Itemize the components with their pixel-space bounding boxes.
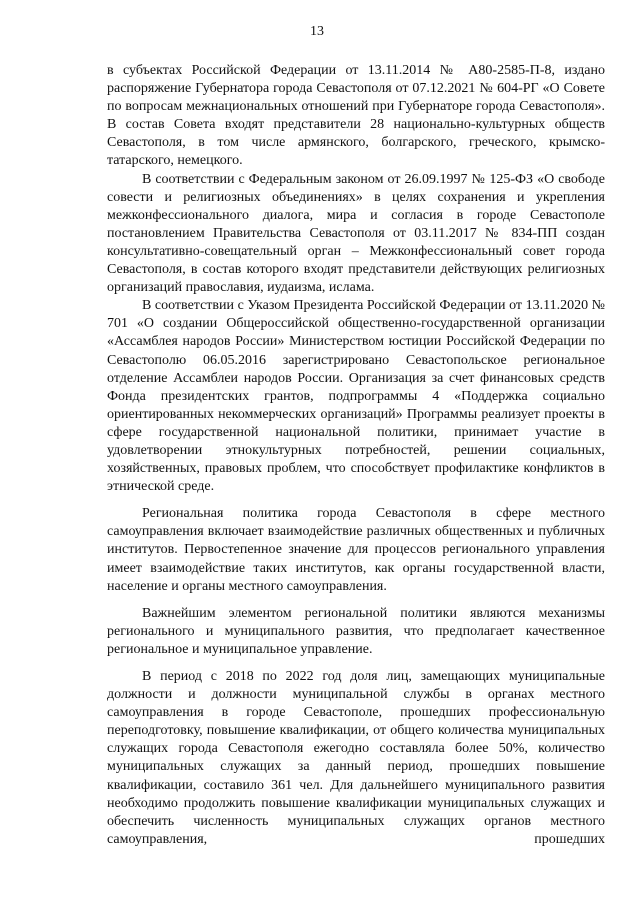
paragraph-kvalifikatsiya-sluzhashchikh: В период с 2018 по 2022 год доля лиц, замещающих муниципальные должности и должности муниципальной службы в органах местного самоуправления в городе Севастополе, прошедших профессиональную переподготовку, повышение квалификации, от общего количества муниципальных служащих города Севастополя ежегодно составляла более 50%, количество муниципальных служащих за данный период, прошедших повышение квалификации, составило 361 чел. Для дальнейшего муниципального развития необходимо продолжить повышение квалификации муниципальных служащих и обеспечить численность муниципальных служащих органов местного самоуправления, прошедших <box>107 669 605 847</box>
paragraph-mekhanizmy-razvitiya: Важнейшим элементом региональной политики являются механизмы регионального и муниципального развития, что предполагает качественное региональное и муниципальное управление. <box>107 605 605 657</box>
document-body <box>107 62 605 849</box>
paragraph-sovet-mezhnatsionalnykh: в субъектах Российской Федерации от 13.11.2014 № А80-2585-П-8, издано распоряжение Губернатора города Севастополя от 07.12.2021 № 604-РГ «О Совете по вопросам межнациональных отношений при Губернаторе города Севастополя». В состав Совета входят представители 28 национально-культурных обществ Севастополя, в том числе армянского, болгарского, греческого, крымско-татарского, немецкого. <box>107 63 605 169</box>
paragraph-mezhkonfessionalnyi-sovet: В соответствии с Федеральным законом от 26.09.1997 № 125-ФЗ «О свободе совести и религиозных объединениях» в целях сохранения и укрепления межконфессионального диалога, мира и согласия в городе Севастополе постановлением Правительства Севастополя от 03.11.2017 № 834-ПП создан консультативно-совещательный орган – Межконфессиональный совет города Севастополя, в состав которого входят представители действующих религиозных организаций православия, иудаизма, ислама. <box>107 171 605 296</box>
paragraph-regionalnaya-politika: Региональная политика города Севастополя в сфере местного самоуправления включает взаимодействие различных общественных и публичных институтов. Первостепенное значение для процессов регионального управления имеет взаимодействие таких институтов, как органы государственной власти, население и органы местного самоуправления. <box>107 506 605 594</box>
page-number: 13 <box>310 24 324 39</box>
paragraph-assambleya-narodov: В соответствии с Указом Президента Российской Федерации от 13.11.2020 № 701 «О создании Общероссийской общественно-государственной организации «Ассамблея народов России» Министерством юстиции Российской Федерации по Севастополю 06.05.2016 зарегистрировано Севастопольское региональное отделение Ассамблеи народов России. Организация за счет финансовых средств Фонда президентских грантов, подпрограммы 4 «Поддержка социально ориентированных некоммерческих организаций» Программы реализует проекты в сфере государственной национальной политики, принимает участие в удовлетворении этнокультурных потребностей, решении социальных, хозяйственных, правовых проблем, что способствует профилактике конфликтов в этнической среде. <box>107 298 605 495</box>
